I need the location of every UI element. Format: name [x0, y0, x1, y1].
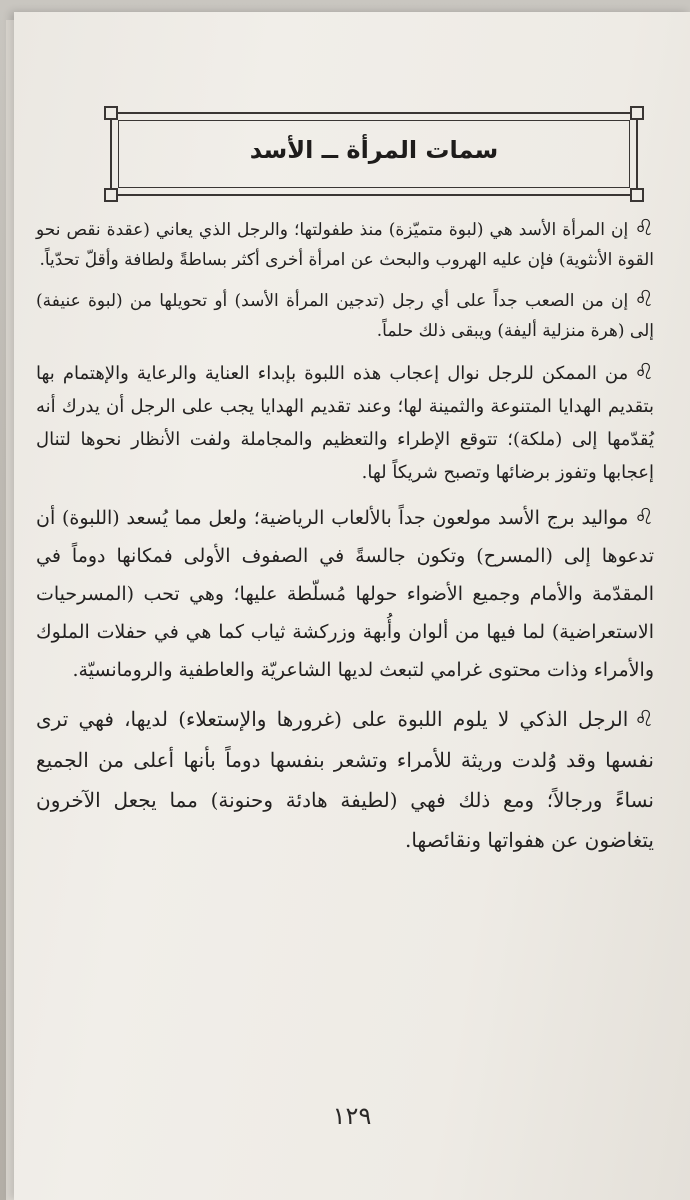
paragraph-5 [36, 699, 654, 860]
frame-corner-ornament [630, 106, 644, 120]
paragraph-text: الرجل الذكي لا يلوم اللبوة على (غرورها والإستعلاء) لديها، فهي ترى نفسها وقد وُلدت وريثة للأمراء وتشعر بنفسها دوماً بأنها أعلى من الجميع نساءً ورجالاً؛ ومع ذلك فهي (لطيفة هادئة وحنونة) مما يجعل الآخرون يتغاضون عن هفواتها ونقائصها. [36, 707, 654, 852]
paragraph-4 [36, 499, 654, 689]
paragraph-text: إن من الصعب جداً على أي رجل (تدجين المرأة الأسد) أو تحويلها من (لبوة عنيفة) إلى (هرة منزلية أليفة) ويبقى ذلك حلماً. [36, 291, 654, 341]
leo-sign-icon: ♌ [634, 505, 654, 530]
paragraph-text: من الممكن للرجل نوال إعجاب هذه اللبوة بإبداء العناية والرعاية والإهتمام بها بتقديم الهدايا المتنوعة والثمينة لها؛ وعند تقديم الهدايا يجب على الرجل أن يدرك أنه يُقدّمها إلى (ملكة)؛ تتوقع الإطراء والتعظيم والمجاملة ولفت الأنظار نحوها لتنال إعجابها وتفوز برضائها وتصبح شريكاً لها. [36, 363, 654, 483]
paragraph-text: مواليد برج الأسد مولعون جداً بالألعاب الرياضية؛ ولعل مما يُسعد (اللبوة) أن تدعوها إلى (المسرح) وتكون جالسةً في الصفوف الأولى فمكانها دوماً في المقدّمة والأمام وجميع الأضواء حولها مُسلّطة عليها؛ وهي تحب (المسرحيات الاستعراضية) لما فيها من ألوان وأُبهة وزركشة ثياب كما هي في حفلات الملوك والأمراء وذات محتوى غرامي لتبعث لديها الشاعريّة والعاطفية والرومانسيّة. [36, 507, 654, 681]
leo-sign-icon: ♌ [634, 707, 654, 732]
paragraph-text: إن المرأة الأسد هي (لبوة متميّزة) منذ طفولتها؛ والرجل الذي يعاني (عقدة نقص نحو القوة الأنثوية) فإن عليه الهروب والبحث عن امرأة أخرى أكثر بساطةً ولطافة وأقلّ تحدّياً. [36, 220, 654, 270]
paragraph-2 [36, 285, 654, 346]
leo-sign-icon: ♌ [634, 287, 654, 312]
chapter-title: سمات المرأة ــ الأسد [249, 136, 499, 164]
paragraph-3 [36, 356, 654, 489]
frame-corner-ornament [104, 188, 118, 202]
leo-sign-icon: ♌ [634, 360, 654, 385]
title-frame [110, 112, 638, 196]
page-number: ١٢٩ [332, 1102, 372, 1130]
leo-sign-icon: ♌ [634, 216, 654, 241]
book-page [14, 12, 690, 1200]
frame-corner-ornament [104, 106, 118, 120]
paragraph-1 [36, 214, 654, 275]
frame-corner-ornament [630, 188, 644, 202]
body-text [36, 214, 654, 872]
